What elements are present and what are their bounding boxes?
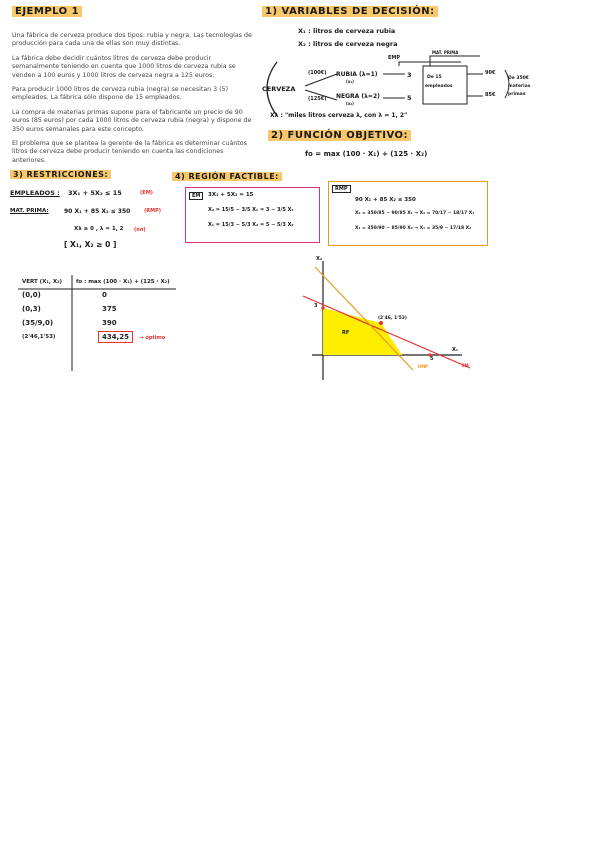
optimum-point [379,321,383,325]
section2-title [268,130,411,141]
heading-text: EJEMPLO 1 [12,6,82,17]
rmp-line-3: X₁ = 350/90 − 85/90 X₂ → X₁ = 35/9 − 17/18 X₂ [355,226,472,231]
section4-title-text: 4) REGIÓN FACTIBLE: [172,172,282,181]
graph-x-label: X₁ [452,347,459,353]
diagram-rubia: RUBIA (λ=1) [336,71,378,78]
rmp-box [328,181,488,246]
em-box [185,187,320,243]
constraint-nonneg: Xλ ≥ 0 , λ = 1, 2 [74,226,124,232]
optimum-value: 434,25 [98,331,133,343]
em-box-tag: EM [189,192,203,200]
diagram-cerveza: CERVEZA [262,85,296,93]
graph-rf-label: RF [342,330,350,336]
table-cell-vertex: (0,0) [22,291,41,299]
problem-statement [12,32,258,171]
table-row [18,316,174,330]
problem-paragraph-4: La compra de materias primas supone para el fabricante un precio de 90 euros (85 euros) por cada 1000 litros de cerveza rubia (negra) y dispone de 350 euros semanales para este concepto. [12,108,252,133]
section1-title-text: 1) VARIABLES DE DECISIÓN: [262,6,438,17]
problem-paragraph-2: La fábrica debe decidir cuántos litros de cerveza debe producir semanalmente teniendo en cuenta que 1000 litros de cerveza rubia se venden a 100 euros y 1000 litros de cerveza negra a 125 euros. [12,54,236,79]
table-row [18,302,174,316]
page-title [12,6,82,17]
point-0-3 [321,306,324,309]
rmp-line-1: 90 X₁ + 85 X₂ ≤ 350 [355,197,416,203]
diagram-price-rubia: (100€) [308,70,327,76]
variable-x1: X₁ : litros de cerveza rubia [298,27,396,35]
diagram-primas: primas [508,92,526,97]
graph-y-label: X₂ [316,256,323,262]
em-line-2: X₂ = 15/5 − 3/5 X₁ = 3 − 3/5 X₁ [208,207,294,213]
constraint-empleados-label: EMPLEADOS : [10,189,60,197]
table-header-row [18,276,174,288]
graph-em-label: EM [462,363,469,368]
section2-title-text: 2) FUNCIÓN OBJETIVO: [268,130,411,141]
section3-title-text: 3) RESTRICCIONES: [10,170,111,179]
diagram-rubia-var: (x₁) [346,79,354,84]
rmp-line-2: X₂ = 350/85 − 90/85 X₁ → X₂ = 70/17 − 18/17 X₁ [355,211,475,216]
graph-point-label: (2'46, 1'53) [378,316,407,321]
table-row [18,330,174,344]
constraint-empleados-expr: 3X₁ + 5X₂ ≤ 15 [68,189,122,197]
mat-bracket [430,56,480,66]
problem-paragraph-1: Una fábrica de cerveza produce dos tipos: rubia y negra. Las tecnologías de producción para cada una de ellas son muy distintas. [12,32,252,48]
diagram-three: 3 [407,71,412,79]
vertex-table [18,276,174,344]
constraint-bracket: [ X₁, X₂ ≥ 0 ] [64,240,117,249]
section4-title [172,172,282,181]
table-cell-vertex: (2'46,1'53) [22,334,56,340]
table-header-fo: fo : max (100 · X₁) + (125 · X₂) [76,279,170,285]
table-cell-vertex: (35/9,0) [22,319,54,327]
constraint-empleados-tag: (EM) [140,190,153,196]
diagram-materias: materias [508,84,531,89]
diagram-empleados: empleados [425,84,453,89]
em-line-3: X₁ = 15/3 − 5/3 X₂ = 5 − 5/3 X₂ [208,222,294,228]
diagram-mat: MAT. PRIMA [432,50,459,55]
diagram-five: 5 [407,94,412,102]
table-cell-vertex: (0,3) [22,305,41,313]
diagram-de350: De 350€ [508,76,529,81]
graph-x5-label: 5 [430,356,434,362]
diagram-emp: EMP [388,55,401,61]
graph-y3-label: 3 [314,303,318,309]
section1-title [262,6,438,17]
diagram-90: 90€ [485,70,496,76]
variable-xlambda: Xλ : "miles litros cerveza λ, con λ = 1, 2" [270,112,408,119]
table-cell-value [72,330,174,344]
section3-title [10,170,111,179]
diagram-negra: NEGRA (λ=2) [336,93,380,100]
constraint-mat-tag: (RMP) [144,208,162,214]
table-row [18,288,174,302]
objective-function: fo = max (100 · X₁) + (125 · X₂) [305,150,428,158]
table-cell-value: 0 [102,291,107,299]
diagram-85: 85€ [485,92,496,98]
optimum-label: → óptimo [139,335,166,341]
problem-paragraph-5: El problema que se plantea la gerente de la fábrica es determinar cuántos litros de cerveza debe producir teniendo en cuenta las condiciones anteriores. [12,140,247,164]
constraint-mat-expr: 90 X₁ + 85 X₂ ≤ 350 [64,208,131,215]
problem-paragraph-3: Para producir 1000 litros de cerveza rubia (negra) se necesitan 3 (5) empleados. La fábrica sólo dispone de 15 empleados. [12,86,229,102]
constraint-mat-label: MAT. PRIMA: [10,208,49,214]
table-cell-value: 390 [102,319,117,327]
diagram-price-negra: (125€) [308,96,327,102]
em-line-1: 3X₁ + 5X₂ = 15 [208,192,254,198]
table-header-vertex: VERT (X₁, X₂) [22,279,62,285]
variable-x2: X₂ : litros de cerveza negra [298,40,398,48]
constraint-nonneg-tag: (nn) [134,227,146,233]
diagram-negra-var: (x₂) [346,101,354,106]
diagram-de15: De 15 [427,75,442,80]
graph-rmp-label: RMP [418,364,428,369]
table-cell-value: 375 [102,305,117,313]
rmp-box-tag: RMP [332,185,351,193]
